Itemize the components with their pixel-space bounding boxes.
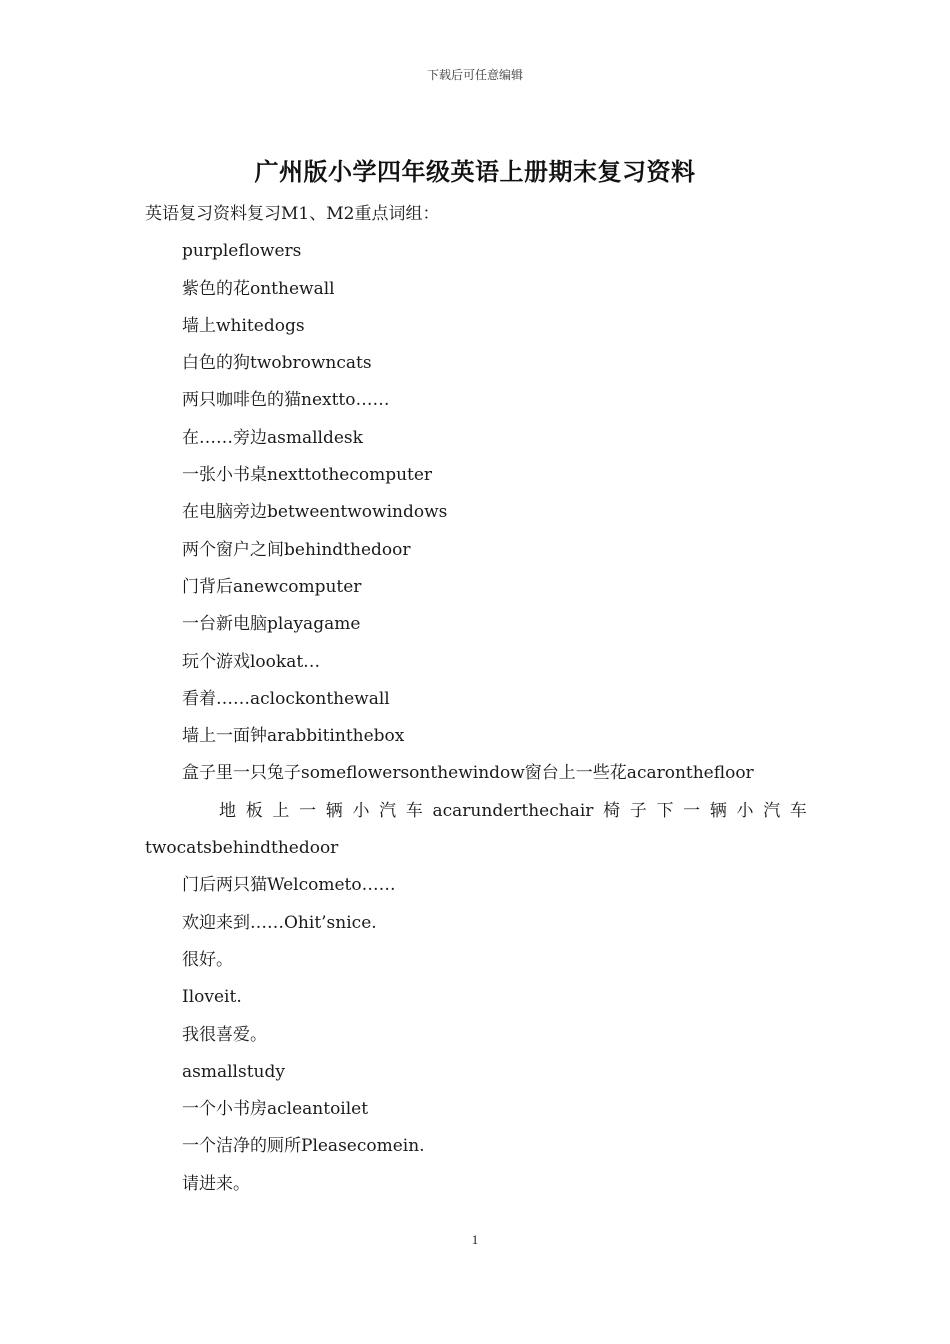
continuation-line: twocatsbehindthedoor	[145, 838, 339, 859]
justified-token: 辆	[325, 800, 343, 821]
phrase-line: 紫色的花onthewall	[182, 278, 335, 299]
phrase-line: 白色的狗twobrowncats	[182, 353, 372, 374]
phrase-line: 玩个游戏lookat…	[182, 651, 321, 672]
justified-token: 车	[405, 800, 423, 821]
phrase-line: 门背后anewcomputer	[182, 576, 362, 597]
justified-phrase-line	[145, 793, 807, 830]
phrase-line: 我很喜爱。	[182, 1024, 267, 1045]
justified-token: 汽	[763, 800, 781, 821]
justified-token: 小	[736, 800, 754, 821]
intro-line: 英语复习资料复习M1、M2重点词组：	[145, 204, 440, 224]
phrase-line: 盒子里一只兔子someflowersonthewindow窗台上一些花acaronthefloor	[182, 763, 754, 784]
justified-token: 地	[219, 800, 236, 821]
phrase-line: 墙上一面钟arabbitinthebox	[182, 726, 405, 747]
justified-token: 汽	[379, 800, 397, 821]
phrase-line: 一张小书桌nexttothecomputer	[182, 465, 433, 486]
phrase-line: 请进来。	[182, 1173, 250, 1194]
phrase-line: 在电脑旁边betweentwowindows	[182, 502, 448, 523]
justified-token: 辆	[709, 800, 727, 821]
phrase-line: 两只咖啡色的猫nextto……	[182, 390, 390, 411]
justified-token: 椅	[603, 800, 621, 821]
phrase-line: Iloveit.	[182, 987, 242, 1008]
phrase-line: 两个窗户之间behindthedoor	[182, 539, 411, 560]
phrase-line: 很好。	[182, 949, 233, 970]
justified-token: 上	[272, 800, 290, 821]
phrase-line: 欢迎来到……Ohit’snice.	[182, 912, 377, 933]
justified-token: 一	[683, 800, 701, 821]
phrase-line: purpleflowers	[182, 241, 302, 262]
document-title: 广州版小学四年级英语上册期末复习资料	[254, 158, 696, 186]
justified-token: 板	[245, 800, 263, 821]
phrase-line: 看着……aclockonthewall	[182, 688, 390, 709]
phrase-line: 墙上whitedogs	[182, 315, 305, 336]
justified-token: acarunderthechair	[432, 800, 594, 821]
justified-token: 小	[352, 800, 370, 821]
justified-token: 下	[656, 800, 674, 821]
phrase-line: 门后两只猫Welcometo……	[182, 875, 396, 896]
phrase-line: asmallstudy	[182, 1061, 285, 1082]
page-header: 下载后可任意编辑	[426, 68, 523, 82]
justified-token: 车	[789, 800, 807, 821]
phrase-line: 一个小书房acleantoilet	[182, 1099, 369, 1120]
phrase-line: 在……旁边asmalldesk	[182, 427, 363, 448]
phrase-line: 一台新电脑playagame	[182, 614, 361, 635]
justified-token: 子	[629, 800, 647, 821]
page-number: 1	[471, 1232, 479, 1247]
phrase-line: 一个洁净的厕所Pleasecomein.	[182, 1136, 425, 1157]
document-body	[145, 196, 807, 1203]
justified-token: 一	[299, 800, 317, 821]
